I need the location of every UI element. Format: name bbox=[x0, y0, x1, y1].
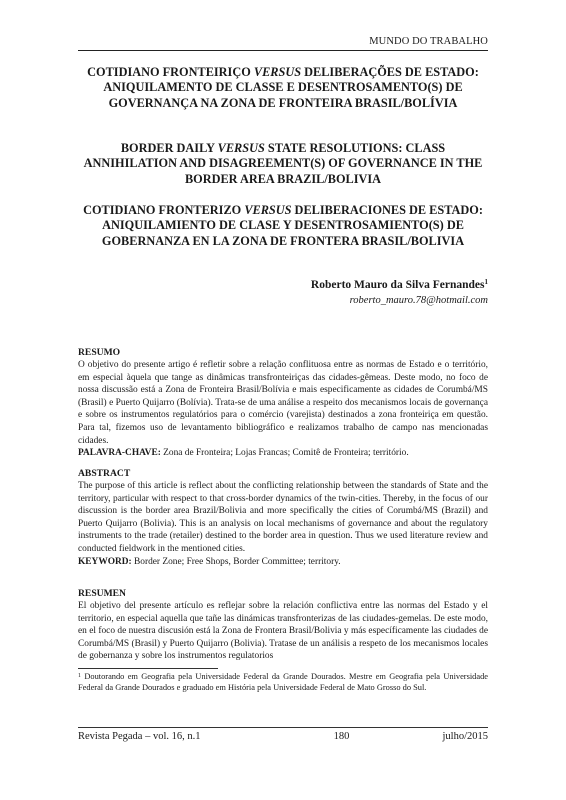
abstract-keywords bbox=[78, 556, 488, 569]
abstract-heading: ABSTRACT bbox=[78, 468, 131, 479]
footnote-text: Doutorando em Geografia pela Universidade Federal da Grande Dourados. Mestre em Geografia pela Universidade Federal da Grande Dourados e graduado em História pela Universidade Federal de Mato Grosso do Sul. bbox=[78, 672, 488, 693]
title-pt-before: COTIDIANO FRONTEIRIÇO bbox=[87, 65, 254, 79]
author-footnote-mark: 1 bbox=[484, 278, 488, 286]
abstract-keywords-text: Border Zone; Free Shops, Border Committee; territory. bbox=[131, 556, 341, 567]
title-spanish bbox=[78, 203, 488, 249]
footer-rule bbox=[78, 727, 488, 728]
abstract-section bbox=[78, 468, 488, 568]
title-en-after: STATE RESOLUTIONS: CLASS ANNIHILATION AND DISAGREEMENT(S) OF GOVERNANCE IN THE BORDER AREA BRAZIL/BOLIVIA bbox=[83, 141, 483, 186]
title-portuguese bbox=[78, 65, 488, 111]
title-english bbox=[78, 141, 488, 187]
resumo-keywords bbox=[78, 447, 488, 460]
resumen-section bbox=[78, 588, 488, 663]
title-en-italic: VERSUS bbox=[217, 141, 265, 155]
author-email[interactable]: roberto_mauro.78@hotmail.com bbox=[349, 295, 488, 306]
title-pt-after: DELIBERAÇÕES DE ESTADO: ANIQUILAMENTO DE CLASSE E DESENTROSAMENTO(S) DE GOVERNANÇA NA ZONA DE FRONTEIRA BRASIL/BOLÍVIA bbox=[103, 65, 479, 110]
author-name bbox=[311, 279, 488, 291]
title-pt-italic: VERSUS bbox=[253, 65, 302, 79]
resumo-keywords-text: Zona de Fronteira; Lojas Francas; Comitê de Fronteira; território. bbox=[160, 448, 409, 459]
footnote bbox=[78, 671, 488, 693]
abstract-keywords-label: KEYWORD: bbox=[78, 556, 132, 567]
footer-date: julho/2015 bbox=[442, 731, 488, 742]
resumo-section bbox=[78, 347, 488, 460]
resumen-body: El objetivo del presente artículo es reflejar sobre la relación conflictiva entre las normas del Estado y el territorio, en especial aquella que tañe las dinámicas transfronterizas de las ciudades-gemelas. De este modo, en el foco de nuestra discusión está la Zona de Frontera Brasil/Bolivia y más específicamente las ciudades de Corumbá/MS (Brasil) y Puerto Quijarro (Bolivia). Tratase de un análisis a respeto de los mecanismos locales de gobernanza y sobre los instrumentos regulatorios bbox=[78, 601, 488, 662]
title-es-before: COTIDIANO FRONTERIZO bbox=[83, 203, 245, 217]
abstract-body: The purpose of this article is reflect about the conflicting relationship between the standards of State and the territory, particular with respect to that cross-border dynamics of the twin-cities. Thereby, in the focus of our discussion is the border area Brazil/Bolivia and more specifically the cities of Corumbá/MS (Brazil) and Puerto Quijarro (Bolivia). This is an analysis on local mechanisms of governance and about the regulatory instruments to the trade (retailer) destined to the border area in question. Thus we used literature review and conducted fieldwork in the mentioned cities. bbox=[78, 481, 488, 554]
resumo-body: O objetivo do presente artigo é refletir sobre a relação conflituosa entre as normas de Estado e o território, em especial àquela que tange as dinâmicas transfronteiriças das cidades-gêmeas. Deste modo, no foco de nossa discussão está a Zona de Fronteira Brasil/Bolívia e mais especificamente as cidades de Corumbá/MS (Brasil) e Puerto Quijarro (Bolívia). Trata-se de uma análise a respeito dos mecanismos locais de governança e sobre os instrumentos regulatórios para o comércio (varejista) destinados a zona fronteiriça em questão. Para tal, fizemos uso de levantamento bibliográfico e realizamos trabalho de campo nas mencionadas cidades. bbox=[78, 360, 488, 446]
footer-page-number: 180 bbox=[333, 731, 350, 742]
author-name-text: Roberto Mauro da Silva Fernandes bbox=[310, 279, 485, 291]
title-es-after: DELIBERACIONES DE ESTADO: ANIQUILAMIENTO DE CLASE Y DESENTROSAMIENTO(S) DE GOBERNANZA EN LA ZONA DE FRONTERA BRASIL/BOLIVIA bbox=[101, 203, 483, 248]
running-header: MUNDO DO TRABALHO bbox=[369, 36, 488, 47]
resumen-heading: RESUMEN bbox=[78, 588, 126, 599]
page-footer bbox=[78, 731, 488, 742]
title-es-italic: VERSUS bbox=[244, 203, 292, 217]
footnote-mark: 1 bbox=[78, 673, 81, 679]
resumo-heading: RESUMO bbox=[78, 347, 121, 358]
header-rule bbox=[78, 50, 488, 51]
title-en-before: BORDER DAILY bbox=[120, 141, 218, 155]
footer-journal: Revista Pegada – vol. 16, n.1 bbox=[78, 731, 201, 742]
resumo-keywords-label: PALAVRA-CHAVE: bbox=[78, 448, 161, 459]
footnote-rule bbox=[78, 668, 218, 669]
